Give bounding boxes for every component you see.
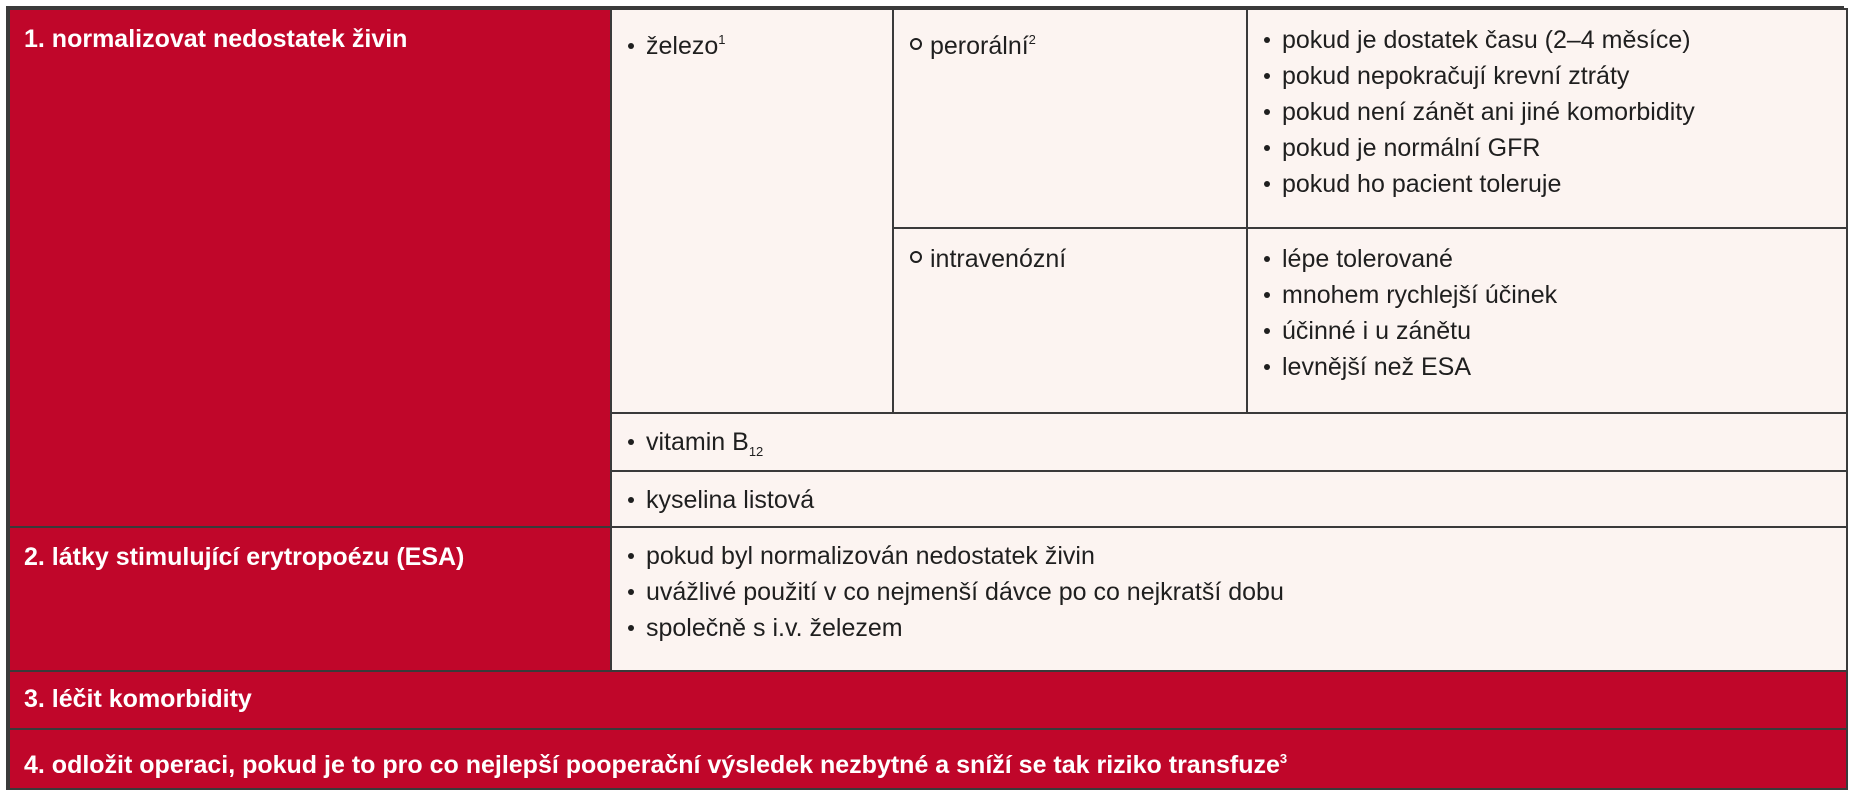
- list-item: pokud byl normalizován nedostatek živin: [628, 538, 1830, 574]
- list-item: levnější než ESA: [1264, 349, 1830, 385]
- row1-heading: 1. normalizovat nedostatek živin: [24, 25, 408, 53]
- bullet-dot-icon: [628, 589, 634, 595]
- iv-conditions-list: [1264, 241, 1830, 385]
- bullet-dot-icon: [1264, 181, 1270, 187]
- iron-label: železo: [646, 32, 719, 60]
- folic-label: kyselina listová: [646, 486, 815, 514]
- row3-heading-cell: [9, 671, 1847, 729]
- row2-heading-cell: [9, 527, 611, 671]
- esa-conditions-cell: [611, 527, 1847, 671]
- folic-line: [628, 482, 1830, 518]
- iron-footnote-ref: 1: [718, 32, 726, 47]
- bullet-dot-icon: [1264, 73, 1270, 79]
- esa-conditions-list: [628, 538, 1830, 646]
- bullet-dot-icon: [628, 439, 634, 445]
- bullet-dot-icon: [1264, 109, 1270, 115]
- list-item: pokud je dostatek času (2–4 měsíce): [1264, 22, 1830, 58]
- row4-footnote-ref: 3: [1279, 751, 1288, 766]
- vitamin-line: [628, 424, 1830, 470]
- bullet-dot-icon: [628, 497, 634, 503]
- bullet-circle-icon: [910, 251, 922, 263]
- row4-heading-cell: [9, 729, 1847, 789]
- list-item: pokud není zánět ani jiné komorbidity: [1264, 94, 1830, 130]
- bullet-dot-icon: [628, 553, 634, 559]
- iv-iron-cell: [893, 228, 1247, 413]
- folic-cell: [611, 471, 1847, 527]
- row2-heading: 2. látky stimulující erytropoézu (ESA): [24, 543, 465, 571]
- list-item: mnohem rychlejší účinek: [1264, 277, 1830, 313]
- list-item: pokud ho pacient toleruje: [1264, 166, 1830, 202]
- oral-conditions-list: [1264, 22, 1830, 202]
- row4-heading: 4. odložit operaci, pokud je to pro co nejlepší pooperační výsledek nezbytné a sníží se tak riziko transfuze: [24, 751, 1280, 779]
- list-item: účinné i u zánětu: [1264, 313, 1830, 349]
- iron-cell: [611, 9, 893, 413]
- bullet-dot-icon: [628, 625, 634, 631]
- list-item: uvážlivé použití v co nejmenší dávce po co nejkratší dobu: [628, 574, 1830, 610]
- bullet-dot-icon: [1264, 37, 1270, 43]
- bullet-dot-icon: [628, 43, 634, 49]
- list-item: lépe tolerované: [1264, 241, 1830, 277]
- treatment-table: [6, 6, 1844, 790]
- bullet-dot-icon: [1264, 145, 1270, 151]
- bullet-dot-icon: [1264, 256, 1270, 262]
- treatment-table-grid: [8, 8, 1848, 790]
- bullet-dot-icon: [1264, 328, 1270, 334]
- iv-label: intravenózní: [930, 245, 1067, 273]
- bullet-dot-icon: [1264, 364, 1270, 370]
- vitamin-label: vitamin B: [646, 428, 749, 456]
- iv-conditions-cell: [1247, 228, 1847, 413]
- list-item: pokud nepokračují krevní ztráty: [1264, 58, 1830, 94]
- bullet-dot-icon: [1264, 292, 1270, 298]
- bullet-circle-icon: [910, 38, 922, 50]
- row1-heading-cell: [9, 9, 611, 527]
- vitamin-cell: [611, 413, 1847, 471]
- list-item: společně s i.v. železem: [628, 610, 1830, 646]
- vitamin-subscript: 12: [748, 444, 764, 459]
- row3-heading: 3. léčit komorbidity: [24, 685, 252, 713]
- list-item: pokud je normální GFR: [1264, 130, 1830, 166]
- oral-label-line: [910, 22, 1230, 64]
- oral-label: perorální: [930, 32, 1029, 60]
- iron-label-line: [628, 22, 876, 64]
- iv-label-line: [910, 241, 1230, 277]
- oral-footnote-ref: 2: [1028, 32, 1036, 47]
- oral-conditions-cell: [1247, 9, 1847, 228]
- oral-iron-cell: [893, 9, 1247, 228]
